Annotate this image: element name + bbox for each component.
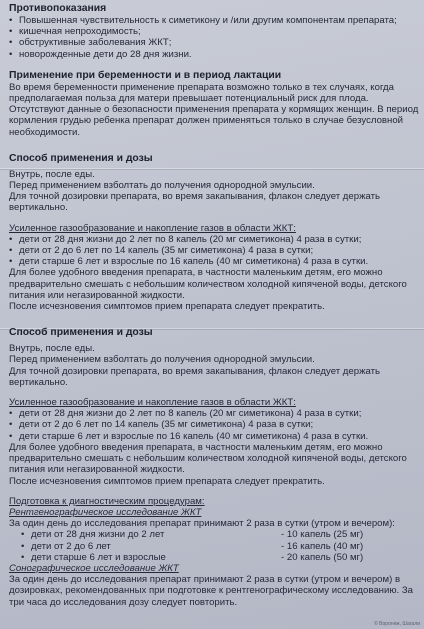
dosage-section-repeat bbox=[9, 326, 419, 486]
list-item: • Повышенная чувствительность к симетикону и /или другим компонентам препарата; bbox=[9, 15, 419, 26]
ultrasound-title: Сонографическое исследование ЖКТ bbox=[9, 562, 179, 574]
contraindications-heading: Противопоказания bbox=[9, 3, 107, 14]
patient-group: • дети от 2 до 6 лет bbox=[31, 540, 111, 552]
dosage-note: После исчезновения симптомов прием препарата следует прекратить. bbox=[9, 475, 325, 487]
gas-subheading: Усиленное газообразование и накопление газов в области ЖКТ: bbox=[9, 397, 296, 409]
list-item: • обструктивные заболевания ЖКТ; bbox=[9, 37, 419, 48]
list-item: • новорожденные дети до 28 дня жизни. bbox=[9, 49, 419, 60]
contraindications-section bbox=[9, 2, 419, 60]
dose-value: - 20 капель (50 мг) bbox=[281, 551, 364, 563]
pregnancy-section bbox=[9, 69, 419, 138]
dosage-line: Для точной дозировки препарата, во время закапывания, флакон следует держать вертикально. bbox=[9, 365, 381, 388]
gas-dose-list bbox=[9, 408, 419, 442]
ultrasound-text: За один день до исследования препарат принимают 2 раза в сутки (утром и вечером) в дозировках, рекомендованных при подготовке к рентгенографическому исследованию. За три часа до исследования дозу следует повторить. bbox=[9, 574, 413, 608]
list-item bbox=[9, 541, 419, 552]
dosage-note: После исчезновения симптомов прием препарата следует прекратить. bbox=[9, 301, 325, 313]
dosage-note: Для более удобного введения препарата, в частности маленьким детям, его можно предварительно смешать с небольшим количеством холодной кипяченой воды, детского питания или негазированной жидкости. bbox=[9, 267, 407, 301]
list-item: • дети от 2 до 6 лет по 14 капель (35 мг симетикона) 4 раза в сутки; bbox=[9, 245, 419, 256]
gas-subheading: Усиленное газообразование и накопление газов в области ЖКТ: bbox=[9, 222, 296, 234]
xray-title: Рентгенографическое исследование ЖКТ bbox=[9, 506, 202, 518]
patient-group: • дети от 28 дня жизни до 2 лет bbox=[31, 529, 165, 541]
list-item: • дети старше 6 лет и взрослые по 16 капель (40 мг симетикона) 4 раза в сутки. bbox=[9, 431, 419, 442]
leaflet-text bbox=[9, 2, 419, 608]
dose-value: - 16 капель (40 мг) bbox=[281, 540, 364, 552]
pregnancy-heading: Применение при беременности и в период лактации bbox=[9, 69, 282, 81]
gas-dose-list bbox=[9, 234, 419, 268]
dosage-line: Внутрь, после еды. bbox=[9, 168, 95, 180]
dose-value: - 10 капель (25 мг) bbox=[281, 529, 364, 541]
contraindications-list bbox=[9, 15, 419, 60]
list-item: • дети старше 6 лет и взрослые по 16 капель (40 мг симетикона) 4 раза в сутки. bbox=[9, 256, 419, 267]
watermark: © Воронеж, Шагали bbox=[374, 621, 420, 627]
dosage-section bbox=[9, 152, 419, 312]
dosage-note: Для более удобного введения препарата, в частности маленьким детям, его можно предварительно смешать с небольшим количеством холодной кипяченой воды, детского питания или негазированной жидкости. bbox=[9, 441, 407, 476]
list-item: • кишечная непроходимость; bbox=[9, 26, 419, 37]
list-item: • дети от 2 до 6 лет по 14 капель (35 мг симетикона) 4 раза в сутки; bbox=[9, 419, 419, 430]
list-item: • дети от 28 дня жизни до 2 лет по 8 капель (20 мг симетикона) 4 раза в сутки; bbox=[9, 408, 419, 419]
pregnancy-text: Во время беременности применение препарата возможно только в тех случаях, когда предполагаемая польза для матери превышает потенциальный риск для плода. Отсутствуют данные о безопасности применения препарата у кормящих женщин. В период кормления грудью ребенка препарат должен применяться только в случае безусловной необходимости. bbox=[9, 81, 419, 138]
dosage-heading: Способ применения и дозы bbox=[9, 152, 153, 164]
diagnostics-title: Подготовка к диагностическим процедурам: bbox=[9, 495, 205, 507]
dosage-line: Перед применением взболтать до получения однородной эмульсии. bbox=[9, 180, 315, 192]
patient-group: • дети старше 6 лет и взрослые bbox=[31, 551, 166, 563]
dosage-line: Для точной дозировки препарата, во время закапывания, флакон следует держать вертикально. bbox=[9, 191, 381, 214]
dosage-heading: Способ применения и дозы bbox=[9, 327, 153, 339]
xray-dose-list bbox=[9, 529, 419, 563]
diagnostics-section bbox=[9, 496, 419, 608]
list-item bbox=[9, 552, 419, 563]
xray-intro: За один день до исследования препарат принимают 2 раза в сутки (утром и вечером): bbox=[9, 518, 395, 530]
dosage-line: Внутрь, после еды. bbox=[9, 343, 95, 355]
dosage-line: Перед применением взболтать до получения однородной эмульсии. bbox=[9, 354, 315, 366]
list-item: • дети от 28 дня жизни до 2 лет по 8 капель (20 мг симетикона) 4 раза в сутки; bbox=[9, 234, 419, 245]
list-item bbox=[9, 529, 419, 540]
